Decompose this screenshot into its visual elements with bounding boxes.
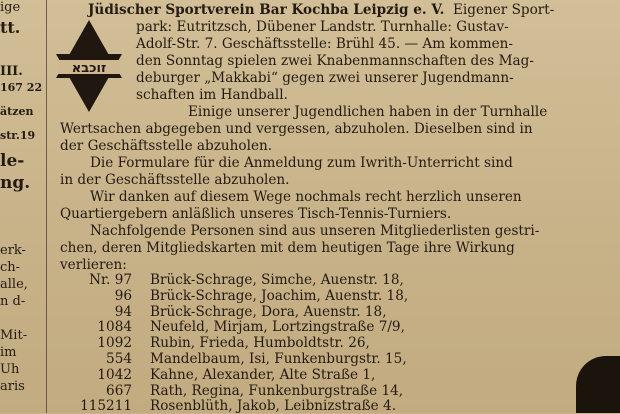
fragment: III. [0,64,23,79]
fragment: aris [0,379,25,394]
text-line: der Geschäftsstelle abzuholen. [60,138,273,154]
header-line [88,2,554,18]
member-entry: Neufeld, Mirjam, Lortzingstraße 7/9, [150,319,405,336]
member-entry: Brück-Schrage, Simche, Auenstr. 18, [150,272,404,288]
fragment: tt. [0,18,21,37]
member-number: 94 [114,303,132,320]
text-line: Einige unserer Jugendlichen haben in der Turnhalle [188,104,548,120]
member-number: 115211 [80,398,132,414]
member-number: 96 [114,287,132,304]
fragment: Uh [0,362,20,377]
fragment: im [0,345,17,360]
text-line: Wertsachen abgegeben und vergessen, abzuholen. Dieselben sind in [60,121,533,137]
member-entry: Rubin, Frieda, Humboldtstr. 26, [150,335,370,352]
text-line: Quartiergebern anläßlich unseres Tisch-Tennis-Turniers. [60,206,452,222]
member-number: 1092 [97,335,132,352]
member-entry: Kahne, Alexander, Alte Straße 1, [150,366,376,383]
member-entry: Mandelbaum, Isi, Funkenburgstr. 15, [150,351,407,367]
member-number: Nr. 97 [89,272,132,288]
member-number: 1084 [97,319,132,336]
member-number: 554 [106,351,132,367]
text-line: den Sonntag spielen zwei Knabenmannschaften des Mag- [136,53,534,69]
header-rest: Eigener Sport- [452,2,555,18]
text-line: in der Geschäftsstelle abzuholen. [60,172,290,188]
text-line: Wir danken auf diesem Wege nochmals recht herzlich unseren [90,189,522,205]
text-line: deburger „Makkabi“ gegen zwei unserer Jugendmann- [136,70,514,86]
text-line: Adolf-Str. 7. Geschäftsstelle: Brühl 45. — Am kommen- [136,36,513,52]
text-line: Die Formulare für die Anmeldung zum Iwrith-Unterricht sind [90,155,513,171]
column-rule [46,0,47,413]
text-line: Nachfolgende Personen sind aus unseren Mitgliederlisten gestri- [90,223,540,239]
fragment: Mit- [0,328,28,343]
member-entry: Brück-Schrage, Joachim, Auenstr. 18, [150,287,409,304]
text-line: verlieren: [60,257,127,273]
fragment: erk- [0,243,26,258]
text-line: park: Eutritzsch, Dübener Landstr. Turnhalle: Gustav- [136,19,509,35]
fragment: ch- [0,260,21,275]
fragment: alle, [0,277,28,292]
fragment: ätzen [0,105,34,118]
text-line: chen, deren Mitgliedskarten mit dem heutigen Tage ihre Wirkung [60,240,515,256]
fragment: le- [0,151,25,171]
member-entry: Rath, Regina, Funkenburgstraße 14, [150,382,404,399]
logo-lettering: זוכבא [71,61,107,76]
fragment: str.19 [0,129,36,142]
left-column-fragments [0,0,44,413]
member-number: 1042 [97,366,132,383]
fragment: n d- [0,294,26,309]
club-name: Jüdischer Sportverein Bar Kochba Leipzig e. V. [88,2,445,18]
fragment: ige [0,0,21,15]
text-line: schaften im Handball. [136,87,288,103]
member-entry: Rosenblüth, Jakob, Leibnizstraße 4. [150,398,397,414]
member-entry: Brück-Schrage, Dora, Auenstr. 18, [150,303,387,320]
star-of-david-logo [52,16,126,116]
fragment: ng. [0,173,31,193]
fragment: 167 22 [0,81,43,94]
member-number: 667 [106,382,132,399]
